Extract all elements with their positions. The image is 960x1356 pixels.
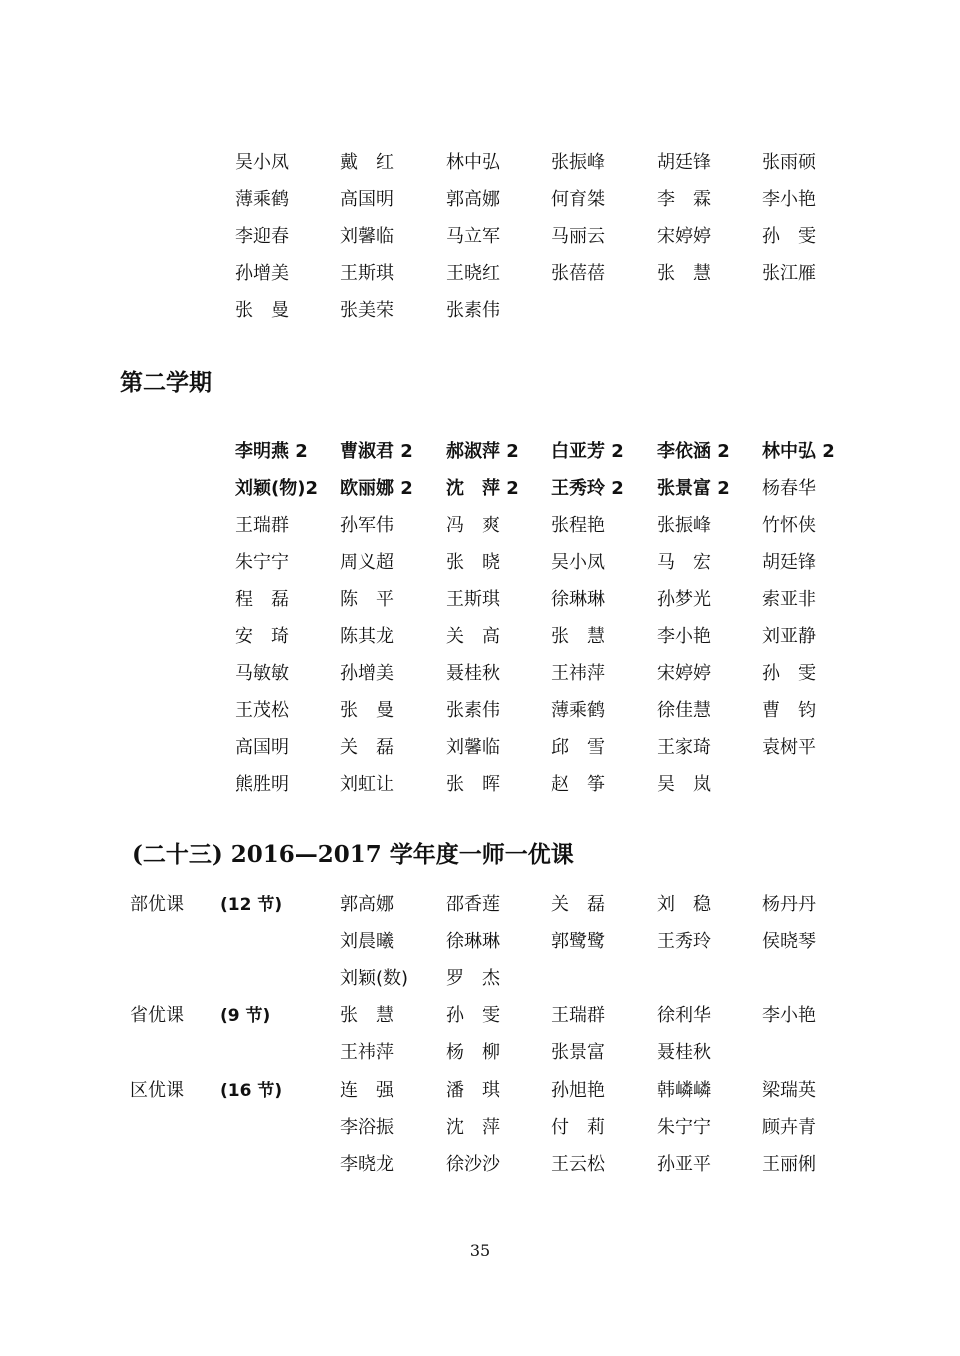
- name-cell: 朱宁宁: [235, 552, 289, 573]
- name-cell: 孙旭艳: [551, 1080, 605, 1101]
- name-cell: 刘晨曦: [340, 931, 394, 952]
- name-row: [0, 662, 960, 699]
- name-cell: 王晓红: [446, 263, 500, 284]
- name-cell: 刘 稳: [657, 894, 711, 915]
- course-level-label: 部优课: [130, 894, 184, 915]
- name-cell: 胡廷锋: [657, 152, 711, 173]
- name-cell: 冯 爽: [446, 515, 500, 536]
- name-cell: 刘颖(数): [340, 968, 409, 989]
- name-row: [0, 588, 960, 625]
- name-cell: 朱宁宁: [657, 1117, 711, 1138]
- name-cell: 张景富 2: [657, 478, 730, 499]
- name-cell: 王秀玲 2: [551, 478, 624, 499]
- name-cell: 郭高娜: [446, 189, 500, 210]
- name-cell: 张程艳: [551, 515, 605, 536]
- name-row: [0, 1079, 960, 1116]
- name-cell: 戴 红: [340, 152, 394, 173]
- name-cell: 陈其龙: [340, 626, 394, 647]
- name-cell: 杨 柳: [446, 1042, 500, 1063]
- name-row: [0, 1116, 960, 1153]
- name-cell: 赵 筝: [551, 774, 605, 795]
- name-cell: 孙军伟: [340, 515, 394, 536]
- name-cell: 李迎春: [235, 226, 289, 247]
- name-cell: 聂桂秋: [657, 1042, 711, 1063]
- name-cell: 吴小凤: [235, 152, 289, 173]
- name-cell: 刘馨临: [340, 226, 394, 247]
- name-cell: 刘馨临: [446, 737, 500, 758]
- name-cell: 马 宏: [657, 552, 711, 573]
- name-cell: 孙梦光: [657, 589, 711, 610]
- course-count: (16 节): [220, 1081, 283, 1101]
- name-cell: 张振峰: [551, 152, 605, 173]
- name-cell: 李小艳: [657, 626, 711, 647]
- name-cell: 高国明: [235, 737, 289, 758]
- name-row: [0, 699, 960, 736]
- course-level-label: 区优课: [130, 1080, 184, 1101]
- name-cell: 张 慧: [340, 1005, 394, 1026]
- name-cell: 徐琳琳: [446, 931, 500, 952]
- course-level-label: 省优课: [130, 1005, 184, 1026]
- name-row: [0, 477, 960, 514]
- name-row: [0, 1004, 960, 1041]
- name-cell: 张雨硕: [762, 152, 816, 173]
- name-cell: 胡廷锋: [762, 552, 816, 573]
- name-cell: 林中弘 2: [762, 441, 835, 462]
- name-row: [0, 893, 960, 930]
- name-cell: 刘颖(物)2: [235, 478, 318, 499]
- name-row: [0, 299, 960, 336]
- name-cell: 马丽云: [551, 226, 605, 247]
- name-cell: 韩嶙嶙: [657, 1080, 711, 1101]
- name-cell: 程 磊: [235, 589, 289, 610]
- course-name-list: [0, 1079, 960, 1190]
- name-cell: 王斯琪: [340, 263, 394, 284]
- name-cell: 张 慧: [551, 626, 605, 647]
- name-cell: 李 霖: [657, 189, 711, 210]
- name-cell: 王祎萍: [340, 1042, 394, 1063]
- name-cell: 徐沙沙: [446, 1154, 500, 1175]
- name-cell: 安 琦: [235, 626, 289, 647]
- name-cell: 李小艳: [762, 1005, 816, 1026]
- name-row: [0, 1153, 960, 1190]
- name-cell: 张蓓蓓: [551, 263, 605, 284]
- name-cell: 张素伟: [446, 700, 500, 721]
- name-cell: 马敏敏: [235, 663, 289, 684]
- name-cell: 熊胜明: [235, 774, 289, 795]
- name-cell: 吴 岚: [657, 774, 711, 795]
- name-cell: 关 高: [446, 626, 500, 647]
- name-cell: 徐利华: [657, 1005, 711, 1026]
- page-number: 35: [469, 1241, 491, 1260]
- name-row: [0, 225, 960, 262]
- name-cell: 孙亚平: [657, 1154, 711, 1175]
- name-cell: 聂桂秋: [446, 663, 500, 684]
- name-cell: 张 慧: [657, 263, 711, 284]
- name-row: [0, 551, 960, 588]
- name-row: [0, 625, 960, 662]
- name-cell: 袁树平: [762, 737, 816, 758]
- name-row: [0, 930, 960, 967]
- name-cell: 沈 萍: [446, 1117, 500, 1138]
- name-cell: 梁瑞英: [762, 1080, 816, 1101]
- name-cell: 李浴振: [340, 1117, 394, 1138]
- name-cell: 王丽俐: [762, 1154, 816, 1175]
- name-cell: 白亚芳 2: [551, 441, 624, 462]
- name-cell: 宋婷婷: [657, 663, 711, 684]
- name-row: [0, 440, 960, 477]
- section-23-heading: (二十三) 2016—2017 学年度一师一优课: [132, 841, 574, 868]
- name-cell: 张素伟: [446, 300, 500, 321]
- name-cell: 沈 萍 2: [446, 478, 519, 499]
- name-cell: 杨春华: [762, 478, 816, 499]
- name-cell: 徐琳琳: [551, 589, 605, 610]
- second-semester-name-list: [0, 440, 960, 810]
- name-cell: 薄乘鹤: [551, 700, 605, 721]
- name-cell: 王祎萍: [551, 663, 605, 684]
- name-cell: 张江雁: [762, 263, 816, 284]
- course-name-list: [0, 893, 960, 1004]
- name-cell: 王斯琪: [446, 589, 500, 610]
- name-cell: 刘虹让: [340, 774, 394, 795]
- name-cell: 邱 雪: [551, 737, 605, 758]
- name-cell: 张美荣: [340, 300, 394, 321]
- name-cell: 曹淑君 2: [340, 441, 413, 462]
- name-cell: 李小艳: [762, 189, 816, 210]
- first-name-list: [0, 151, 960, 336]
- name-cell: 关 磊: [340, 737, 394, 758]
- name-row: [0, 151, 960, 188]
- name-cell: 郝淑萍 2: [446, 441, 519, 462]
- name-cell: 王茂松: [235, 700, 289, 721]
- name-cell: 王瑞群: [551, 1005, 605, 1026]
- name-cell: 孙增美: [235, 263, 289, 284]
- name-cell: 王秀玲: [657, 931, 711, 952]
- name-cell: 周义超: [340, 552, 394, 573]
- name-cell: 王云松: [551, 1154, 605, 1175]
- name-cell: 陈 平: [340, 589, 394, 610]
- second-semester-heading: 第二学期: [120, 370, 212, 396]
- name-cell: 马立军: [446, 226, 500, 247]
- name-cell: 孙 雯: [446, 1005, 500, 1026]
- name-cell: 张 晓: [446, 552, 500, 573]
- name-cell: 郭高娜: [340, 894, 394, 915]
- name-row: [0, 514, 960, 551]
- name-cell: 顾卉青: [762, 1117, 816, 1138]
- name-cell: 宋婷婷: [657, 226, 711, 247]
- name-cell: 张 晖: [446, 774, 500, 795]
- name-cell: 林中弘: [446, 152, 500, 173]
- name-cell: 郭鹭鹭: [551, 931, 605, 952]
- name-cell: 杨丹丹: [762, 894, 816, 915]
- name-cell: 曹 钧: [762, 700, 816, 721]
- name-cell: 高国明: [340, 189, 394, 210]
- name-row: [0, 967, 960, 1004]
- course-name-list: [0, 1004, 960, 1078]
- name-cell: 付 莉: [551, 1117, 605, 1138]
- course-count: (9 节): [220, 1006, 271, 1026]
- name-cell: 孙 雯: [762, 663, 816, 684]
- name-cell: 张 曼: [235, 300, 289, 321]
- name-cell: 王瑞群: [235, 515, 289, 536]
- name-cell: 刘亚静: [762, 626, 816, 647]
- name-cell: 李依涵 2: [657, 441, 730, 462]
- name-cell: 索亚非: [762, 589, 816, 610]
- name-cell: 欧丽娜 2: [340, 478, 413, 499]
- name-cell: 薄乘鹤: [235, 189, 289, 210]
- name-cell: 何育桀: [551, 189, 605, 210]
- name-cell: 竹怀侠: [762, 515, 816, 536]
- name-cell: 徐佳慧: [657, 700, 711, 721]
- name-row: [0, 1041, 960, 1078]
- course-count: (12 节): [220, 895, 283, 915]
- name-cell: 张 曼: [340, 700, 394, 721]
- name-row: [0, 773, 960, 810]
- name-cell: 王家琦: [657, 737, 711, 758]
- name-cell: 罗 杰: [446, 968, 500, 989]
- name-cell: 潘 琪: [446, 1080, 500, 1101]
- name-row: [0, 736, 960, 773]
- name-cell: 关 磊: [551, 894, 605, 915]
- name-cell: 张振峰: [657, 515, 711, 536]
- name-cell: 邵香莲: [446, 894, 500, 915]
- name-cell: 连 强: [340, 1080, 394, 1101]
- name-cell: 李明燕 2: [235, 441, 308, 462]
- name-cell: 张景富: [551, 1042, 605, 1063]
- name-cell: 孙增美: [340, 663, 394, 684]
- name-cell: 吴小凤: [551, 552, 605, 573]
- name-cell: 侯晓琴: [762, 931, 816, 952]
- name-cell: 孙 雯: [762, 226, 816, 247]
- name-row: [0, 188, 960, 225]
- name-cell: 李晓龙: [340, 1154, 394, 1175]
- name-row: [0, 262, 960, 299]
